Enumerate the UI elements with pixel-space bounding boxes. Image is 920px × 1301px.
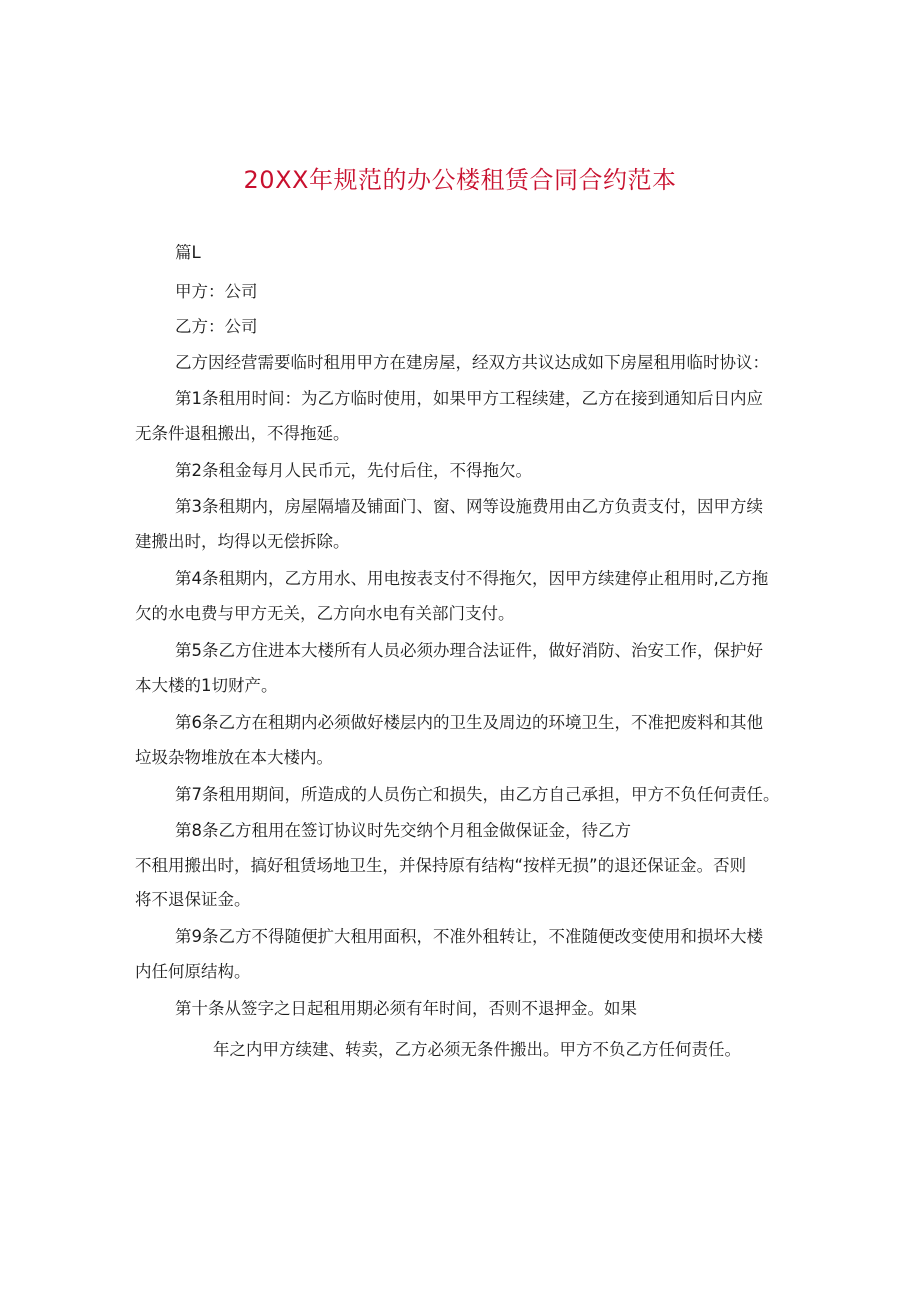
clause-4-line-1: 第4条租期内，乙方用水、用电按表支付不得拖欠，因甲方续建停止租用时,乙方拖 — [175, 569, 769, 588]
clause-9-line-2: 内任何原结构。 — [135, 962, 251, 981]
clause-7-line-1: 第7条租用期间，所造成的人员伤亡和损失，由乙方自己承担，甲方不负任何责任。 — [175, 785, 780, 804]
clause-10-line-1: 第十条从签字之日起租用期必须有年时间，否则不退押金。如果 — [175, 999, 637, 1018]
clause-1-line-2: 无条件退租搬出，不得拖延。 — [135, 424, 350, 443]
clause-8-line-3: 将不退保证金。 — [135, 890, 251, 909]
clause-6-line-2: 垃圾杂物堆放在本大楼内。 — [135, 748, 333, 767]
clause-3-line-1: 第3条租期内，房屋隔墙及铺面门、窗、网等设施费用由乙方负责支付，因甲方续 — [175, 497, 763, 516]
clause-1-line-1: 第1条租用时间：为乙方临时使用，如果甲方工程续建，乙方在接到通知后日内应 — [175, 389, 763, 408]
clause-5-line-2: 本大楼的1切财产。 — [135, 676, 278, 695]
clause-10-line-2: 年之内甲方续建、转卖，乙方必须无条件搬出。甲方不负乙方任何责任。 — [213, 1040, 741, 1059]
clause-3-line-2: 建搬出时，均得以无偿拆除。 — [135, 532, 350, 551]
section-heading: 篇L — [175, 243, 201, 262]
clause-5-line-1: 第5条乙方住进本大楼所有人员必须办理合法证件，做好消防、治安工作，保护好 — [175, 641, 763, 660]
clause-2-line-1: 第2条租金每月人民币元，先付后住，不得拖欠。 — [175, 461, 532, 480]
clause-9-line-1: 第9条乙方不得随便扩大租用面积，不准外租转让，不准随便改变使用和损坏大楼 — [175, 927, 763, 946]
clause-8-line-2: 不租用搬出时，搞好租赁场地卫生，并保持原有结构“按样无损”的退还保证金。否则 — [135, 856, 747, 875]
document-title: 20XX年规范的办公楼租赁合同合约范本 — [243, 166, 677, 194]
party-a-line: 甲方：公司 — [175, 282, 258, 301]
intro-paragraph: 乙方因经营需要临时租用甲方在建房屋，经双方共议达成如下房屋租用临时协议： — [175, 353, 769, 372]
party-b-line: 乙方：公司 — [175, 317, 258, 336]
clause-4-line-2: 欠的水电费与甲方无关，乙方向水电有关部门支付。 — [135, 604, 515, 623]
clause-8-line-1: 第8条乙方租用在签订协议时先交纳个月租金做保证金，待乙方 — [175, 821, 631, 840]
clause-6-line-1: 第6条乙方在租期内必须做好楼层内的卫生及周边的环境卫生，不准把废料和其他 — [175, 713, 763, 732]
